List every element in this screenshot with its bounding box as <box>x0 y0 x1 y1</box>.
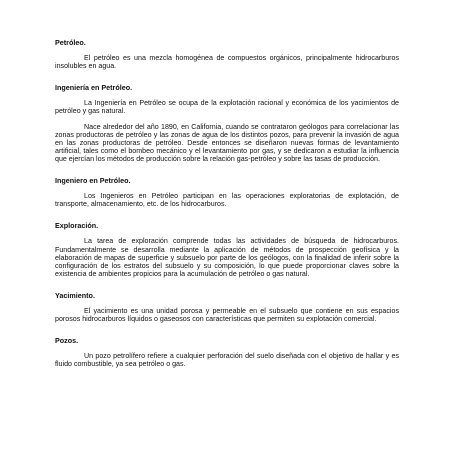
paragraph: El petróleo es una mezcla homogénea de compuestos orgánicos, principalmente hidrocarburos insolubles en agua. <box>55 54 399 71</box>
paragraph: El yacimiento es una unidad porosa y permeable en el subsuelo que contiene en sus espacios porosos hidrocarburos líquidos o gaseosos con características que permiten su explotación comercial. <box>55 306 399 324</box>
section-ingeniero-en-petroleo <box>55 177 399 208</box>
section-heading: Ingeniería en Petróleo. <box>55 83 133 93</box>
paragraph: Los Ingenieros en Petróleo participan en las operaciones exploratorias de explotación, de transporte, almacenamiento, etc. de los hidrocarburos. <box>55 192 399 209</box>
document-page <box>55 39 399 382</box>
section-heading: Exploración. <box>55 221 99 231</box>
section-petroleo <box>55 39 399 70</box>
paragraph: Nace alrededor del año 1890, en California, cuando se contrataron geólogos para correlacionar las zonas productoras de petróleo y las zonas de agua de los distintos pozos, para prevenir la invasión de agua en las zonas productoras de petróleo. Desde entonces se diseñaron nuevas formas de levantamiento artificial, tales como el bombeo mecánico y el levantamiento por gas, y se dedicaron a estudiar la influencia que ejercían los métodos de producción sobre la relación gas-petróleo y sobre las tasas de producción. <box>55 122 399 163</box>
section-exploracion <box>55 222 399 278</box>
section-pozos <box>55 337 399 368</box>
section-ingenieria-en-petroleo <box>55 84 399 163</box>
paragraph: La Ingeniería en Petróleo se ocupa de la explotación racional y económica de los yacimientos de petróleo y gas natural. <box>55 99 399 116</box>
section-heading: Pozos. <box>55 336 79 346</box>
section-heading: Ingeniero en Petróleo. <box>55 176 131 186</box>
section-heading: Yacimiento. <box>55 290 95 300</box>
section-heading: Petróleo. <box>55 38 86 47</box>
paragraph: La tarea de exploración comprende todas las actividades de búsqueda de hidrocarburos. Fundamentalmente se desarrolla mediante la aplicación de métodos de prospección geofísica y la elaboración de mapas de superficie y subsuelo por parte de los geólogos, con la finalidad de inferir sobre la configuración de los estratos del subsuelo y su composición, lo que puede proporcionar claves sobre la existencia de ambientes propicios para la acumulación de petróleo o gas natural. <box>55 237 399 278</box>
paragraph: Un pozo petrolífero refiere a cualquier perforación del suelo diseñada con el objetivo de hallar y es fluido combustible, ya sea petróleo o gas. <box>55 352 399 369</box>
section-yacimiento <box>55 292 399 323</box>
